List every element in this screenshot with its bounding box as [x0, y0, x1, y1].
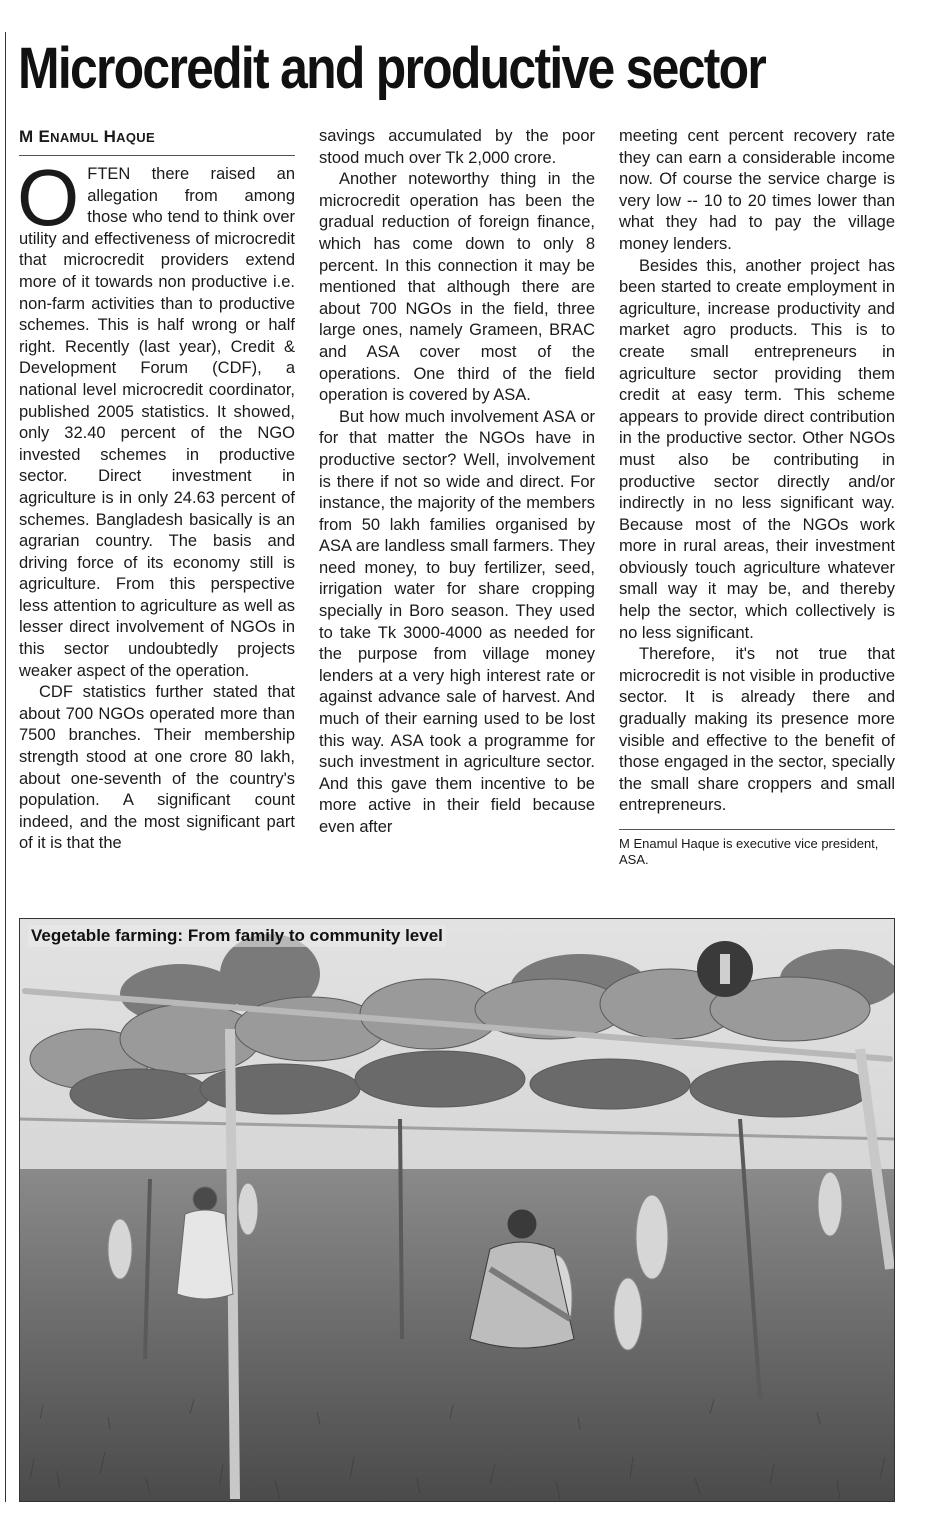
paragraph: CDF statistics further stated that about 700 NGOs operated more than 7500 branches. Their membership strength stood at one crore 80 lakh, about one-seventh of the country's population. A significant count indeed, and the most significant part of it is that the	[19, 683, 295, 853]
column-rule	[5, 32, 6, 1502]
water-tank	[697, 941, 753, 997]
paragraph: meeting cent percent recovery rate they can earn a considerable income now. Of course the service charge is very low -- 10 to 20 times lower than what they had to pay the village money lenders.	[619, 127, 895, 253]
photo-vegetable-farming	[19, 918, 895, 1502]
paragraph: Besides this, another project has been started to create employment in agriculture, increase productivity and market agro products. This is to create small entrepreneurs in agriculture sector providing them credit at easy term. This scheme appears to provide direct contribution in the productive sector. Other NGOs must also be contributing in productive sector directly and/or indirectly in no less significant way. Because most of the NGOs work more in rural areas, their investment obviously touch agriculture whatever small way it may be, and thereby help the sector, which collectively is no less significant.	[619, 256, 895, 642]
column-3	[619, 126, 895, 868]
footnote-rule	[619, 829, 895, 830]
paragraph: OFTEN there raised an allegation from among those who tend to think over utility and effectiveness of microcredit that microcredit providers extend more of it towards non productive i.e. non-farm activities than to productive schemes. This is half wrong or half right. Recently (last year), Credit & Development Forum (CDF), a national level microcredit coordinator, published 2005 statistics. It showed, only 32.40 percent of the NGO invested schemes in productive sector. Direct investment in agriculture is in only 24.63 percent of schemes. Bangladesh basically is an agrarian country. The basis and driving force of its economy still is agriculture. From this perspective less attention to agriculture as well as lesser direct involvement of NGOs in this sector undoubtedly projects weaker aspect of the operation.	[17, 153, 295, 680]
farm-illustration	[20, 919, 895, 1502]
drop-cap: O	[17, 153, 80, 242]
paragraph: Another noteworthy thing in the microcredit operation has been the gradual reduction of foreign finance, which has come down to only 8 percent. In this connection it may be mentioned that although there are about 700 NGOs in the field, three large ones, namely Grameen, BRAC and ASA cover most of the operations. One third of the field operation is covered by ASA.	[319, 170, 595, 405]
author-note: M Enamul Haque is executive vice president, ASA.	[619, 836, 879, 867]
column-1	[19, 126, 295, 855]
paragraph: But how much involvement ASA or for that matter the NGOs have in productive sector? Well, involvement is there if not so wide and direct. For instance, the majority of the members from 50 lakh families organised by ASA are landless small farmers. They need money, to buy fertilizer, seed, irrigation water for share cropping specially in Boro season. They used to take Tk 3000-4000 as needed for the purpose from village money lenders at a very high interest rate or against advance sale of harvest. And much of their earning used to be lost this way. ASA took a programme for such investment in agriculture sector. And this gave them incentive to be more active in their field because even after	[319, 407, 595, 836]
paragraph: Therefore, it's not true that microcredit is not visible in productive sector. It is already there and gradually making its presence more visible and effective to the benefit of those engaged in the sector, specially the small share croppers and small entrepreneurs.	[619, 645, 895, 815]
byline: M ENAMUL HAQUE	[19, 126, 295, 156]
headline: Microcredit and productive sector	[18, 36, 766, 101]
column-2	[319, 126, 595, 839]
photo-caption: Vegetable farming: From family to community level	[28, 925, 446, 947]
paragraph: savings accumulated by the poor stood much over Tk 2,000 crore.	[319, 127, 595, 167]
